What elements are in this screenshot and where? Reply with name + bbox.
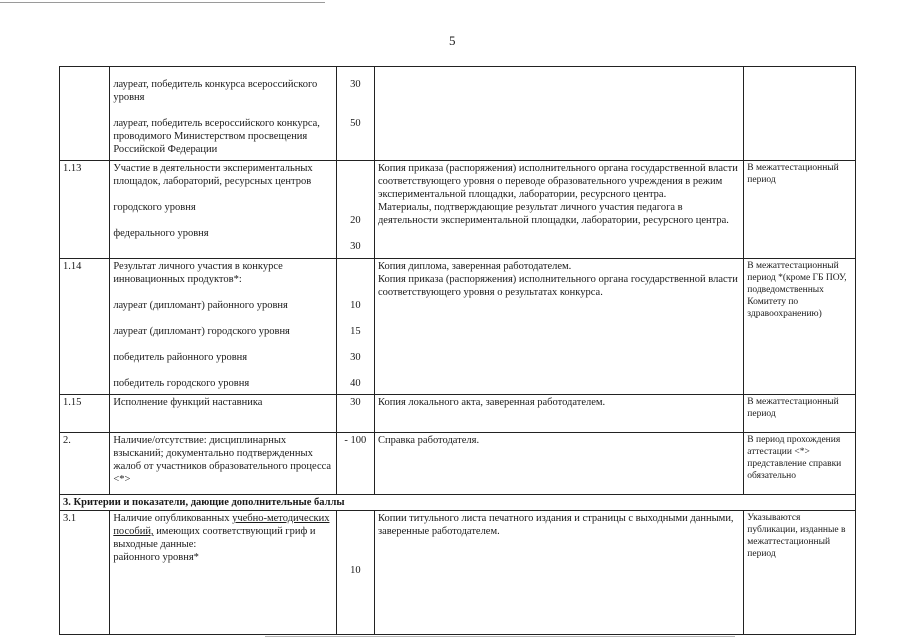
criterion-item-label: районного уровня* (113, 552, 199, 563)
note-cell: В межаттестационный период (744, 161, 856, 259)
documents-cell (374, 161, 743, 259)
criterion-title: Результат личного участия в конкурсе инновационных продуктов*: (113, 261, 283, 285)
criterion-item-label: городского уровня (113, 202, 196, 213)
criterion-cell (110, 511, 336, 635)
criterion-item-label: лауреат, победитель конкурса всероссийского уровня (113, 79, 318, 103)
points-value: 10 (350, 300, 361, 311)
points-cell (336, 511, 374, 635)
criterion-title-end: имеющих соответствующий гриф и выходные данные: (113, 526, 316, 550)
document-text: Материалы, подтверждающие результат личного участия педагога в деятельности экспериментальной площадки, лаборатории, ресурсного центра. (377, 202, 729, 226)
points-cell: 30 (336, 395, 374, 433)
documents-cell: Копии титульного листа печатного издания и страницы с выходными данными, заверенные работодателем. (374, 511, 743, 635)
criterion-title-underlined: учебно-методических пособий, (113, 513, 330, 537)
note-cell: Указываются публикации, изданные в межаттестационный период (744, 511, 856, 635)
table-row (60, 161, 856, 259)
table-row (60, 433, 856, 495)
scan-edge-top (0, 2, 325, 3)
criterion-title-start: Наличие опубликованных (113, 513, 233, 524)
table-row (60, 511, 856, 635)
criterion-title (113, 512, 332, 551)
row-number-cell: 2. (60, 433, 110, 495)
document-text: Копия приказа (распоряжения) исполнительного органа государственной власти соответствующего уровня о переводе образовательного учреждения в режим экспериментальной площадки, лаборатории, ресурсного центра. (377, 163, 738, 200)
points-value: 20 (350, 215, 361, 226)
note-cell (744, 67, 856, 161)
criterion-cell (110, 161, 336, 259)
points-value: 30 (350, 79, 361, 90)
criterion-item-label: лауреат, победитель всероссийского конкурса, проводимого Министерством просвещения Российской Федерации (113, 118, 320, 155)
row-number-cell: 1.14 (60, 259, 110, 395)
table-row (60, 67, 856, 161)
criterion-item-label: победитель городского уровня (113, 378, 250, 389)
points-value: 15 (350, 326, 361, 337)
criterion-cell (110, 259, 336, 395)
scan-edge-bottom (265, 636, 735, 637)
document-text: Копия диплома, заверенная работодателем. (377, 261, 572, 272)
section-title: 3. Критерии и показатели, дающие дополнительные баллы (60, 495, 856, 511)
points-value: 50 (350, 118, 361, 129)
note-cell: В период прохождения аттестации <*> представление справки обязательно (744, 433, 856, 495)
page-number: 5 (449, 33, 456, 48)
points-value: 40 (350, 378, 361, 389)
points-value: 10 (350, 565, 361, 576)
row-number-cell: 3.1 (60, 511, 110, 635)
points-value: 30 (350, 352, 361, 363)
points-cell: - 100 (336, 433, 374, 495)
note-cell: В межаттестационный период (744, 395, 856, 433)
row-number-cell: 1.15 (60, 395, 110, 433)
criterion-item-label: федерального уровня (113, 228, 209, 239)
criterion-cell (110, 67, 336, 161)
criterion-item-label: лауреат (дипломант) городского уровня (113, 326, 290, 337)
points-value: 30 (350, 241, 361, 252)
row-number-cell (60, 67, 110, 161)
documents-cell: Справка работодателя. (374, 433, 743, 495)
documents-cell: Копия локального акта, заверенная работодателем. (374, 395, 743, 433)
points-cell (336, 67, 374, 161)
criterion-item-label: лауреат (дипломант) районного уровня (113, 300, 288, 311)
criterion-cell: Исполнение функций наставника (110, 395, 336, 433)
points-cell (336, 259, 374, 395)
points-cell (336, 161, 374, 259)
row-number-cell: 1.13 (60, 161, 110, 259)
document-text: Копия приказа (распоряжения) исполнительного органа государственной власти соответствующего уровня о результатах конкурса. (377, 274, 738, 298)
documents-cell (374, 67, 743, 161)
criterion-cell: Наличие/отсутствие: дисциплинарных взысканий; документально подтвержденных жалоб от участников образовательного процесса <*> (110, 433, 336, 495)
criterion-item-label: победитель районного уровня (113, 352, 248, 363)
note-cell: В межаттестационный период *(кроме ГБ ПОУ, подведомственных Комитету по здравоохранению) (744, 259, 856, 395)
criterion-title: Участие в деятельности экспериментальных площадок, лабораторий, ресурсных центров (113, 163, 313, 187)
criteria-table (59, 66, 856, 635)
documents-cell (374, 259, 743, 395)
table-row (60, 259, 856, 395)
section-header-row (60, 495, 856, 511)
table-row (60, 395, 856, 433)
